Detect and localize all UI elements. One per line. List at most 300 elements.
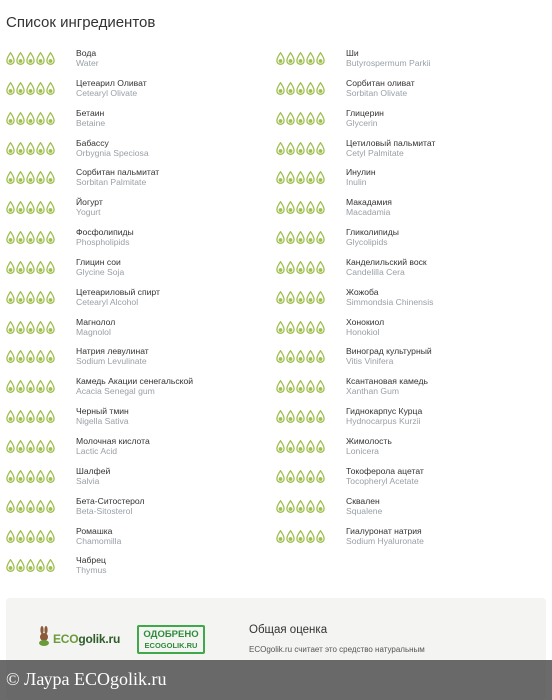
drop-icon xyxy=(316,350,325,363)
naturalness-rating xyxy=(276,138,346,155)
drop-icon xyxy=(306,291,315,304)
ingredient-latin-name: Xanthan Gum xyxy=(346,386,400,397)
drop-icon xyxy=(6,112,15,125)
drop-icon xyxy=(46,201,55,214)
drop-icon xyxy=(6,321,15,334)
drop-icon xyxy=(296,470,305,483)
drop-icon xyxy=(276,380,285,393)
ingredient-name: Ксантановая камедь xyxy=(346,376,428,387)
drop-icon xyxy=(296,201,305,214)
ingredient-text xyxy=(76,436,150,456)
ingredient-row xyxy=(276,77,546,107)
ingredient-latin-name: Phospholipids xyxy=(76,237,130,248)
drop-icon xyxy=(276,261,285,274)
drop-icon xyxy=(36,291,45,304)
ingredient-latin-name: Simmondsia Chinensis xyxy=(346,296,434,307)
drop-icon xyxy=(296,142,305,155)
drop-icon xyxy=(6,261,15,274)
drop-icon xyxy=(16,52,25,65)
ingredient-latin-name: Salvia xyxy=(76,475,100,486)
drop-icon xyxy=(276,321,285,334)
drop-icon xyxy=(36,171,45,184)
drop-icon xyxy=(276,112,285,125)
drop-icon xyxy=(6,380,15,393)
naturalness-rating xyxy=(276,526,346,543)
ingredient-name: Камедь Акации сенегальской xyxy=(76,376,194,387)
drop-icon xyxy=(16,440,25,453)
ingredient-text xyxy=(76,406,129,426)
drop-icon xyxy=(46,321,55,334)
naturalness-rating xyxy=(276,376,346,393)
naturalness-rating xyxy=(6,287,76,304)
ingredient-row xyxy=(6,435,276,465)
drop-icon xyxy=(6,52,15,65)
ingredient-latin-name: Yogurt xyxy=(76,207,101,218)
ingredient-text xyxy=(346,496,382,516)
ingredient-text xyxy=(76,526,121,546)
drop-icon xyxy=(316,82,325,95)
ingredient-text xyxy=(76,317,115,337)
ingredient-row xyxy=(276,196,546,226)
drop-icon xyxy=(306,500,315,513)
drop-icon xyxy=(26,350,35,363)
ingredient-text xyxy=(76,197,103,217)
ingredient-row xyxy=(6,375,276,405)
drop-icon xyxy=(276,410,285,423)
ingredient-latin-name: Sodium Levulinate xyxy=(76,356,147,367)
ingredient-row xyxy=(6,525,276,555)
drop-icon xyxy=(286,82,295,95)
ingredient-name: Макадамия xyxy=(346,197,392,208)
drop-icon xyxy=(306,321,315,334)
drop-icon xyxy=(36,470,45,483)
ingredient-name: Черный тмин xyxy=(76,406,129,417)
drop-icon xyxy=(276,171,285,184)
drop-icon xyxy=(46,500,55,513)
naturalness-rating xyxy=(276,436,346,453)
ingredient-text xyxy=(76,48,99,68)
drop-icon xyxy=(316,201,325,214)
ingredient-row xyxy=(6,226,276,256)
drop-icon xyxy=(296,52,305,65)
ingredient-name: Жимолость xyxy=(346,435,392,446)
ingredient-latin-name: Sorbitan Olivate xyxy=(346,87,408,98)
drop-icon xyxy=(36,440,45,453)
drop-icon xyxy=(296,291,305,304)
drop-icon xyxy=(276,350,285,363)
ingredient-name: Сорбитан пальмитат xyxy=(76,167,160,178)
drop-icon xyxy=(306,261,315,274)
drop-icon xyxy=(26,201,35,214)
naturalness-rating xyxy=(6,555,76,572)
drop-icon xyxy=(36,82,45,95)
drop-icon xyxy=(306,380,315,393)
drop-icon xyxy=(316,171,325,184)
drop-icon xyxy=(16,350,25,363)
ingredient-latin-name: Thymus xyxy=(76,565,107,576)
drop-icon xyxy=(316,291,325,304)
naturalness-rating xyxy=(6,257,76,274)
drop-icon xyxy=(26,291,35,304)
drop-icon xyxy=(16,321,25,334)
ecogolik-logo[interactable] xyxy=(36,626,120,646)
ingredient-row xyxy=(6,47,276,77)
drop-icon xyxy=(6,82,15,95)
ingredient-latin-name: Betaine xyxy=(76,117,106,128)
naturalness-rating xyxy=(276,227,346,244)
ingredient-latin-name: Candelilla Cera xyxy=(346,266,405,277)
naturalness-rating xyxy=(6,108,76,125)
drop-icon xyxy=(26,440,35,453)
ingredient-name: Виноград культурный xyxy=(346,346,432,357)
naturalness-rating xyxy=(276,406,346,423)
drop-icon xyxy=(286,500,295,513)
drop-icon xyxy=(16,410,25,423)
ingredient-name: Цетеарил Оливат xyxy=(76,77,147,88)
ingredient-text xyxy=(76,555,107,575)
drop-icon xyxy=(16,559,25,572)
ingredient-text xyxy=(346,317,384,337)
drop-icon xyxy=(306,201,315,214)
drop-icon xyxy=(286,410,295,423)
ingredient-row xyxy=(6,316,276,346)
drop-icon xyxy=(286,231,295,244)
drop-icon xyxy=(306,350,315,363)
naturalness-rating xyxy=(6,78,76,95)
drop-icon xyxy=(6,201,15,214)
naturalness-rating xyxy=(276,466,346,483)
drop-icon xyxy=(36,530,45,543)
ingredient-row xyxy=(6,137,276,167)
ingredient-name: Токоферола ацетат xyxy=(346,465,424,476)
drop-icon xyxy=(26,52,35,65)
ingredient-text xyxy=(346,48,431,68)
ingredient-latin-name: Squalene xyxy=(346,505,383,516)
ingredient-latin-name: Tocopheryl Acetate xyxy=(346,475,419,486)
drop-icon xyxy=(26,142,35,155)
drop-icon xyxy=(296,261,305,274)
ingredient-name: Гиднокарпус Курца xyxy=(346,406,423,417)
drop-icon xyxy=(316,231,325,244)
drop-icon xyxy=(276,82,285,95)
ingredient-row xyxy=(6,554,276,584)
drop-icon xyxy=(16,82,25,95)
ingredient-row xyxy=(6,286,276,316)
ingredient-row xyxy=(6,405,276,435)
drop-icon xyxy=(6,500,15,513)
ingredient-latin-name: Lactic Acid xyxy=(76,445,118,456)
ingredient-latin-name: Glycine Soja xyxy=(76,266,125,277)
ingredient-name: Ромашка xyxy=(76,525,113,536)
drop-icon xyxy=(46,410,55,423)
drop-icon xyxy=(316,530,325,543)
drop-icon xyxy=(6,350,15,363)
drop-icon xyxy=(286,52,295,65)
drop-icon xyxy=(46,291,55,304)
drop-icon xyxy=(286,380,295,393)
drop-icon xyxy=(296,380,305,393)
ingredient-text xyxy=(346,346,432,366)
drop-icon xyxy=(36,350,45,363)
ingredient-latin-name: Cetearyl Olivate xyxy=(76,87,138,98)
drop-icon xyxy=(26,171,35,184)
ingredient-latin-name: Water xyxy=(76,58,99,68)
ingredient-text xyxy=(346,287,433,307)
drop-icon xyxy=(46,142,55,155)
naturalness-rating xyxy=(6,436,76,453)
ingredient-row xyxy=(276,107,546,137)
ingredient-latin-name: Chamomilla xyxy=(76,535,122,546)
drop-icon xyxy=(46,380,55,393)
drop-icon xyxy=(6,559,15,572)
rating-description: ECOgolik.ru считает это средство натуральным xyxy=(249,645,425,654)
drop-icon xyxy=(286,440,295,453)
drop-icon xyxy=(306,82,315,95)
drop-icon xyxy=(16,231,25,244)
drop-icon xyxy=(316,261,325,274)
drop-icon xyxy=(316,500,325,513)
drop-icon xyxy=(46,112,55,125)
ingredient-row xyxy=(6,77,276,107)
ingredient-text xyxy=(346,526,424,546)
drop-icon xyxy=(276,470,285,483)
drop-icon xyxy=(26,321,35,334)
ingredient-text xyxy=(346,257,427,277)
naturalness-rating xyxy=(276,108,346,125)
drop-icon xyxy=(36,261,45,274)
ingredient-name: Молочная кислота xyxy=(76,435,150,446)
naturalness-rating xyxy=(6,376,76,393)
ingredient-row xyxy=(276,137,546,167)
drop-icon xyxy=(296,171,305,184)
drop-icon xyxy=(46,470,55,483)
ingredient-text xyxy=(346,78,415,98)
rabbit-icon xyxy=(36,626,52,646)
naturalness-rating xyxy=(276,167,346,184)
drop-icon xyxy=(286,350,295,363)
drop-icon xyxy=(306,231,315,244)
ingredient-text xyxy=(346,227,399,247)
ingredient-row xyxy=(276,435,546,465)
drop-icon xyxy=(286,291,295,304)
drop-icon xyxy=(36,321,45,334)
ingredient-text xyxy=(346,376,428,396)
drop-icon xyxy=(316,410,325,423)
ingredient-latin-name: Vitis Vinifera xyxy=(346,356,394,367)
ingredient-text xyxy=(76,108,105,128)
ingredient-text xyxy=(76,78,147,98)
drop-icon xyxy=(306,410,315,423)
drop-icon xyxy=(36,380,45,393)
drop-icon xyxy=(26,380,35,393)
ingredient-latin-name: Glycolipids xyxy=(346,237,388,248)
drop-icon xyxy=(26,500,35,513)
ingredient-name: Цетеариловый спирт xyxy=(76,286,160,297)
naturalness-rating xyxy=(6,138,76,155)
ingredient-text xyxy=(76,138,149,158)
ingredient-row xyxy=(6,166,276,196)
ingredient-text xyxy=(346,108,384,128)
ingredient-text xyxy=(76,376,193,396)
ingredient-text xyxy=(346,436,392,456)
ingredient-latin-name: Honokiol xyxy=(346,326,380,337)
drop-icon xyxy=(6,142,15,155)
drop-icon xyxy=(316,112,325,125)
drop-icon xyxy=(46,82,55,95)
ingredient-latin-name: Inulin xyxy=(346,177,367,188)
ingredient-row xyxy=(276,286,546,316)
naturalness-rating xyxy=(276,496,346,513)
ingredient-latin-name: Orbygnia Speciosa xyxy=(76,147,149,158)
ingredient-row xyxy=(276,405,546,435)
drop-icon xyxy=(26,530,35,543)
drop-icon xyxy=(276,231,285,244)
drop-icon xyxy=(26,231,35,244)
approved-stamp: ОДОБРЕНО ECOGOLIK.RU xyxy=(137,625,205,654)
drop-icon xyxy=(46,559,55,572)
drop-icon xyxy=(16,380,25,393)
drop-icon xyxy=(36,112,45,125)
naturalness-rating xyxy=(6,466,76,483)
ingredient-name: Ши xyxy=(346,48,359,58)
ingredient-row xyxy=(6,196,276,226)
ingredient-row xyxy=(6,465,276,495)
drop-icon xyxy=(16,171,25,184)
ingredient-row xyxy=(276,465,546,495)
rating-title: Общая оценка xyxy=(249,624,328,636)
drop-icon xyxy=(276,530,285,543)
ingredient-row xyxy=(276,345,546,375)
ingredient-latin-name: Cetyl Palmitate xyxy=(346,147,404,158)
ingredient-text xyxy=(346,138,435,158)
ingredient-name: Йогурт xyxy=(76,197,103,208)
drop-icon xyxy=(16,470,25,483)
ingredient-row xyxy=(276,495,546,525)
drop-icon xyxy=(26,261,35,274)
drop-icon xyxy=(276,52,285,65)
ingredient-latin-name: Magnolol xyxy=(76,326,111,337)
drop-icon xyxy=(16,261,25,274)
naturalness-rating xyxy=(276,197,346,214)
ingredient-row xyxy=(6,107,276,137)
logo-text: ECOgolik.ru xyxy=(53,632,121,646)
drop-icon xyxy=(16,201,25,214)
drop-icon xyxy=(306,470,315,483)
drop-icon xyxy=(26,82,35,95)
naturalness-rating xyxy=(276,317,346,334)
naturalness-rating xyxy=(276,48,346,65)
naturalness-rating xyxy=(6,406,76,423)
drop-icon xyxy=(316,321,325,334)
drop-icon xyxy=(296,321,305,334)
drop-icon xyxy=(16,500,25,513)
ingredient-row xyxy=(6,495,276,525)
ingredient-row xyxy=(276,166,546,196)
ingredient-name: Натрия левулинат xyxy=(76,346,149,357)
drop-icon xyxy=(6,410,15,423)
drop-icon xyxy=(316,380,325,393)
drop-icon xyxy=(286,201,295,214)
naturalness-rating xyxy=(6,346,76,363)
naturalness-rating xyxy=(6,167,76,184)
ingredient-text xyxy=(346,406,422,426)
drop-icon xyxy=(6,231,15,244)
ingredient-latin-name: Glycerin xyxy=(346,117,378,128)
drop-icon xyxy=(6,291,15,304)
drop-icon xyxy=(36,142,45,155)
drop-icon xyxy=(286,261,295,274)
ingredient-name: Фосфолипиды xyxy=(76,227,134,238)
ingredient-name: Глицерин xyxy=(346,107,384,118)
ingredient-name: Шалфей xyxy=(76,465,111,476)
page-title: Список ингредиентов xyxy=(6,14,156,31)
drop-icon xyxy=(286,530,295,543)
ingredient-row xyxy=(276,256,546,286)
drop-icon xyxy=(46,440,55,453)
ingredient-row xyxy=(276,47,546,77)
ingredient-row xyxy=(276,316,546,346)
drop-icon xyxy=(306,440,315,453)
drop-icon xyxy=(276,500,285,513)
ingredient-text xyxy=(76,496,145,516)
ingredient-latin-name: Sodium Hyaluronate xyxy=(346,535,424,546)
naturalness-rating xyxy=(6,197,76,214)
ingredient-name: Гиалуронат натрия xyxy=(346,525,422,536)
ingredient-name: Сорбитан оливат xyxy=(346,77,415,88)
naturalness-rating xyxy=(6,526,76,543)
ingredient-latin-name: Macadamia xyxy=(346,207,391,218)
ingredient-text xyxy=(346,197,392,217)
naturalness-rating xyxy=(276,346,346,363)
ingredient-name: Гликолипиды xyxy=(346,227,399,238)
ingredient-latin-name: Butyrospermum Parkii xyxy=(346,58,431,68)
ingredient-text xyxy=(76,346,149,366)
drop-icon xyxy=(26,470,35,483)
drop-icon xyxy=(276,201,285,214)
ingredient-latin-name: Acacia Senegal gum xyxy=(76,386,155,397)
drop-icon xyxy=(36,410,45,423)
ingredient-name: Магнолол xyxy=(76,316,116,327)
drop-icon xyxy=(46,171,55,184)
drop-icon xyxy=(286,321,295,334)
ingredient-text xyxy=(76,257,124,277)
naturalness-rating xyxy=(276,257,346,274)
ingredient-row xyxy=(276,525,546,555)
drop-icon xyxy=(16,142,25,155)
drop-icon xyxy=(36,559,45,572)
drop-icon xyxy=(316,440,325,453)
drop-icon xyxy=(316,52,325,65)
ingredient-text xyxy=(76,167,159,187)
drop-icon xyxy=(36,52,45,65)
drop-icon xyxy=(306,142,315,155)
drop-icon xyxy=(306,52,315,65)
ingredient-row xyxy=(276,375,546,405)
ingredient-latin-name: Lonicera xyxy=(346,445,379,456)
ingredient-name: Вода xyxy=(76,48,97,58)
drop-icon xyxy=(46,52,55,65)
ingredient-text xyxy=(346,167,376,187)
drop-icon xyxy=(6,470,15,483)
ingredient-latin-name: Hydnocarpus Kurzii xyxy=(346,416,421,427)
drop-icon xyxy=(296,112,305,125)
drop-icon xyxy=(306,530,315,543)
drop-icon xyxy=(286,171,295,184)
drop-icon xyxy=(306,112,315,125)
drop-icon xyxy=(46,231,55,244)
ingredient-name: Канделильский воск xyxy=(346,256,427,267)
drop-icon xyxy=(6,530,15,543)
